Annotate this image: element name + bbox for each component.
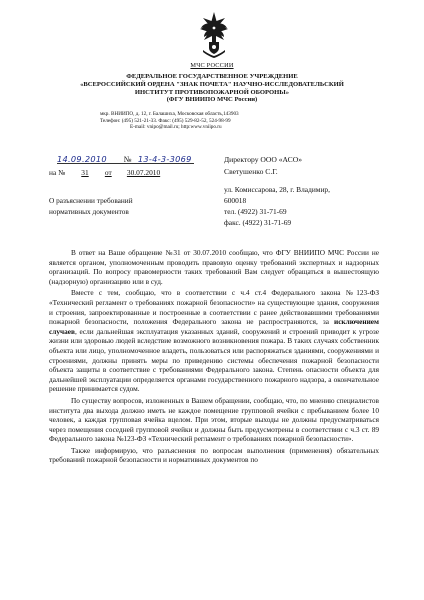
institution-contacts [100, 111, 360, 131]
org-short-name: МЧС РОССИИ [190, 62, 234, 69]
recipient-position: Директору ООО «АСО» [224, 155, 303, 164]
paragraph-3: По существу вопросов, изложенных в Вашем обращении, сообщаю, что, по мнению специалистов института два выхода должно иметь не каждое помещение групповой ячейки с пребыванием более 10 человек, а каждая групповая ячейка вцелом. При этом, вторые выходы не должны предусматриваться через помещения соседней групповой ячейки и должны быть предусмотрены в соответствии с ч.3 ст. 89 Федерального закона №123-ФЗ «Технический регламент о требованиях пожарной безопасности». [49, 395, 379, 444]
paragraph-1: В ответ на Ваше обращение №31 от 30.07.2010 сообщаю, что ФГУ ВНИИПО МЧС России не является органом, уполномоченным проводить правовую оценку требований экспертных и надзорных организаций. По вопросу правомерности таких требований Вам следует обращаться в вышестоящую (надзорную) организацию или в суд. [49, 248, 379, 286]
subject-line: нормативных документов [49, 206, 129, 216]
paragraph-4: Также информирую, что разъяснения по вопросам выполнения (применения) обязательных требований пожарной безопасности и нормативных документов по [49, 445, 379, 465]
subject-line: О разъяснении требований [49, 196, 133, 205]
email-web: E-mail: vnipo@mail.ru; http:www.vniipo.ru [130, 124, 222, 131]
recipient-name: Светушенко С.Г. [224, 166, 278, 176]
registration-underline [57, 163, 194, 164]
recipient-street: ул. Комиссарова, 28, г. Владимир, [224, 185, 330, 194]
institution-abbrev: (ФГУ ВНИИПО МЧС России) [166, 96, 258, 104]
recipient-address [224, 184, 330, 228]
handwritten-number-prefix: № [123, 155, 132, 164]
postal-address: мкр. ВНИИПО, д. 12, г. Балашиха, Московская область,143903 [100, 111, 239, 117]
paragraph-2-part-a: Вместе с тем, сообщаю, что в соответствии с ч.4 ст.4 Федерального закона №123-ФЗ «Технический регламент о требованиях пожарной безопасности» на существующие здания, сооружения и строения, запроектированные и построенные в соответствии с ранее действовавшими требованиями пожарной безопасности, положения Федерального закона не распространяются, за [49, 288, 379, 327]
recipient-fax: факс. (4922) 31-71-69 [224, 218, 292, 227]
institution-line: ФЕДЕРАЛЬНОЕ ГОСУДАРСТВЕННОЕ УЧРЕЖДЕНИЕ [126, 73, 298, 80]
handwritten-number: 13-4-3-3069 [137, 154, 192, 164]
ref-date: 30.07.2010 [126, 168, 161, 177]
handwritten-date: 14.09.2010 [57, 154, 107, 164]
letter-body [49, 248, 379, 467]
ref-from: от [104, 168, 112, 177]
eagle-emblem-icon [197, 12, 231, 58]
institution-line: ИНСТИТУТ ПРОТИВОПОЖАРНОЙ ОБОРОНЫ» [134, 88, 290, 96]
recipient-block [224, 154, 302, 177]
paragraph-2-part-b: , если дальнейшая эксплуатация указанных зданий, сооружений и строений приводит к угрозе жизни или здоровью людей вследствие возможного возникновения пожара. В таких случаях собственник объекта или лицо, уполномоченное владеть, пользоваться или распоряжаться зданиями, сооружениями и строениями, должны принять меры по приведению системы обеспечения пожарной безопасности объекта защиты в соответствие с требованиями Федерального закона. Степень опасности объекта для дальнейшей эксплуатации определяется органами государственного пожарного надзора, а окончательное решение принимается судом. [49, 326, 379, 394]
reference-line [49, 168, 174, 177]
recipient-phone: тел. (4922) 31-71-69 [224, 207, 287, 216]
institution-line: «ВСЕРОССИЙСКИЙ ОРДЕНА "ЗНАК ПОЧЕТА" НАУЧНО-ИССЛЕДОВАТЕЛЬСКИЙ [80, 80, 344, 88]
paragraph-2-emphasis: исключением случаев [49, 317, 379, 336]
subject [49, 196, 133, 217]
ref-number: 31 [81, 168, 89, 177]
phone-fax: Телефон: (495) 521-21-33. Факс: (495) 529-82-52, 524-98-99 [100, 117, 231, 124]
paragraph-2 [49, 288, 379, 394]
ref-prefix: на № [49, 168, 66, 177]
recipient-postcode: 600018 [224, 196, 247, 205]
institution-name [30, 73, 394, 104]
